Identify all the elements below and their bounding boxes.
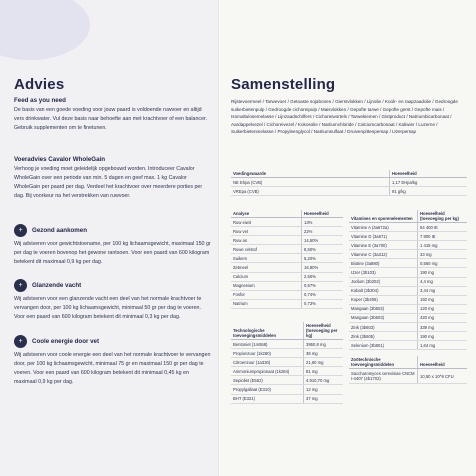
table-row <box>231 218 343 227</box>
table-cell: Propionzuur (1k280) <box>231 349 304 358</box>
left-panel-background <box>0 0 218 476</box>
table-row <box>231 254 343 263</box>
table-cell: 16,80% <box>302 263 344 272</box>
table-cell: 13% <box>302 218 344 227</box>
table-cell: Biotine (3a880) <box>349 259 418 268</box>
table-cell: 192 mg <box>418 295 468 304</box>
table-row <box>231 394 343 403</box>
table-row <box>231 349 343 358</box>
col-header: Technologische toevoegingsmiddelen <box>231 322 304 340</box>
table-row <box>349 323 467 332</box>
wholegain-text: Verhoog je voeding moet geleidelijk opgebouwd worden. Introduceer Cavalor WholeGain over een periode van min. 5 dagen en geef max. 1 kg Cavalor WholeGain per paard per dag. Verdeel het krachtvoer over meerdere porties per dag. Bij voorkeur na het verstrekken van ruwvoer. <box>14 166 203 199</box>
zootech-additives-table <box>349 356 467 384</box>
col-header: Hoeveelheid <box>390 170 468 178</box>
table-cell: 4.910,70 mg <box>304 376 344 385</box>
table-cell: Mangaan (3b503) <box>349 313 418 322</box>
table-cell: NE Ehpa (CVB) <box>231 178 390 187</box>
table-row <box>231 340 343 349</box>
table-row <box>349 277 467 286</box>
table-cell: 12 mg <box>304 385 344 394</box>
table-cell: Ruw eiwit <box>231 218 302 227</box>
table-row <box>231 263 343 272</box>
table-cell: 33 mg <box>418 250 468 259</box>
table-cell: Selenium (3b801) <box>349 341 418 350</box>
table-cell: Vitamine A (3a672a) <box>349 223 418 232</box>
table-row <box>349 304 467 313</box>
table-cell: 1,17 EHpa/kg <box>390 178 468 187</box>
table-cell: Mangaan (3b502) <box>349 304 418 313</box>
table-cell: 420 mg <box>418 313 468 322</box>
table-cell: 36 mg <box>304 349 344 358</box>
col-header: Analyse <box>231 210 302 218</box>
col-header: Hoeveelheid <box>302 210 344 218</box>
col-header: Hoeveelheid <box>418 356 468 369</box>
table-row <box>231 227 343 236</box>
table-cell: IJzer (3b103) <box>349 268 418 277</box>
table-cell: 37 mg <box>304 394 344 403</box>
samenstelling-title: Samenstelling <box>231 76 336 93</box>
table-cell: Natrium <box>231 299 302 308</box>
table-row <box>349 341 467 350</box>
table-cell: Jodium (3b202) <box>349 277 418 286</box>
table-cell: 0,560 mg <box>418 259 468 268</box>
table-cell: 7 800 IE <box>418 232 468 241</box>
table-cell: 1,64 mg <box>418 341 468 350</box>
feed-text: De basis van een goede voeding voor jouw paard is voldoende ruwvoer en altijd vers drinkwater. Vul deze basis naar behoefte aan met krachtvoer of een balancer. Gebruik supplementen om te finetunen. <box>14 107 207 131</box>
table-row <box>349 332 467 341</box>
table-cell: 5,20% <box>302 254 344 263</box>
ingredients-text: Rijstevoermeel / Tarwevoer / Getoaste sojabonen / Gierstvlokken / Lijnolie / Koolr- en raapzaadolie / Gedroogde suikerbietenpulp / Gedroogde cichoreipulp / Maisvlokken / Gepofte tarwe / Gepofte gerst / Gepofte mais / Isomaltulosemelasse / Lijnzaadschilfers / Cichoreiwortels / Tarwekiemen / Gistproduct / Natriumbicarbonaat / Aardappelvezel / Cichoreivezel / Kokosolie / Natriumchloride / Calciumcarbonaat / Kaliwier / Luzerne / Suikerbietenmelasse / Propyleenglycol / Natriumsulfaat / Druivenpittenpersap / IJzerpersap <box>231 99 458 135</box>
table-row <box>231 367 343 376</box>
table-cell: Ammoniumpropionaat (1k284) <box>231 367 304 376</box>
table-cell: 0,73% <box>302 299 344 308</box>
table-cell: Zink (3b605) <box>349 332 418 341</box>
table-row <box>231 290 343 299</box>
section-text: Wij adviseren voor coole energie een deel van het normale krachtvoer te vervangen door, per 100 kg lichaamsgewicht, minimaal 75 gr en maximaal 150 gr per dag te voeren. Voor een paard van 600 kilogram betekent dit minimaal 0,45 kg en maximaal 0,9 kg per dag. <box>14 352 211 385</box>
table-row <box>231 385 343 394</box>
table-row <box>231 245 343 254</box>
table-row <box>231 358 343 367</box>
table-cell: Koper (3b405) <box>349 295 418 304</box>
table-cell: 1 415 mg <box>418 241 468 250</box>
table-cell: Saccharomyces cerevisiae CNCM I-4407 (4b1702) <box>349 369 418 384</box>
table-cell: Magnesium <box>231 281 302 290</box>
table-cell: 91 g/kg <box>390 187 468 196</box>
vitamins-table <box>349 210 467 350</box>
table-row <box>231 236 343 245</box>
table-cell: 2,50% <box>302 272 344 281</box>
table-row <box>349 250 467 259</box>
table-cell: Zink (3b603) <box>349 323 418 332</box>
table-cell: Fosfor <box>231 290 302 299</box>
table-row <box>231 299 343 308</box>
table-cell: Vitamine D (3a671) <box>349 232 418 241</box>
table-cell: Calcium <box>231 272 302 281</box>
table-cell: Bentoniet (1m558) <box>231 340 304 349</box>
sparkle-icon: + <box>14 279 27 292</box>
table-row <box>231 178 467 187</box>
table-cell: 0,74% <box>302 290 344 299</box>
energy-table <box>231 170 467 196</box>
table-cell: Vitamine E (3a700) <box>349 241 418 250</box>
table-row <box>349 369 467 384</box>
table-cell: Citroenzuur (1a330) <box>231 358 304 367</box>
table-cell: 21,60 mg <box>304 358 344 367</box>
table-row <box>349 295 467 304</box>
table-cell: 0,67% <box>302 281 344 290</box>
table-cell: 120 mg <box>418 304 468 313</box>
table-cell: 8,50% <box>302 245 344 254</box>
table-row <box>349 259 467 268</box>
feed-heading: Feed as you need <box>14 97 66 104</box>
table-cell: Vitamine C (3a312) <box>349 250 418 259</box>
col-header: Hoeveelheid (toevoeging per kg) <box>418 210 468 223</box>
table-cell: Suikers <box>231 254 302 263</box>
col-header: Vitamines en sporenelementen <box>349 210 418 223</box>
analyse-table <box>231 210 343 309</box>
table-cell: Propylgallaat (E310) <box>231 385 304 394</box>
table-cell: VREpa (CVB) <box>231 187 390 196</box>
table-cell: Sepioliet (E562) <box>231 376 304 385</box>
section-title: Coole energie door vet <box>32 338 100 345</box>
table-cell: 22% <box>302 227 344 236</box>
table-cell: 4,4 mg <box>418 277 468 286</box>
col-header: Voedingswaarde <box>231 170 390 178</box>
table-row <box>231 376 343 385</box>
table-cell: 3,44 mg <box>418 286 468 295</box>
table-row <box>349 232 467 241</box>
section-title: Gezond aankomen <box>32 227 88 234</box>
table-cell: 190 mg <box>418 268 468 277</box>
table-row <box>231 272 343 281</box>
section-text: Wij adviseren voor een glanzende vacht een deel van het normale krachtvoer te vervangen door, per 100 kg lichaamsgewicht, minimaal 50 gr per dag te voeren. Voor een paard van 600 kilogram betekent dit minimaal 0,3 kg per dag. <box>14 296 202 320</box>
table-row <box>349 268 467 277</box>
col-header: Zoötechnische toevoegingsmiddelen <box>349 356 418 369</box>
table-cell: 10,50 x 10^9 CFU <box>418 369 468 384</box>
wholegain-heading: Voeradvies Cavalor WholeGain <box>14 156 106 163</box>
tech-additives-table <box>231 322 343 404</box>
advies-title: Advies <box>14 76 65 93</box>
lightning-icon: + <box>14 335 27 348</box>
heart-icon: + <box>14 224 27 237</box>
table-row <box>231 187 467 196</box>
table-cell: 54 400 IE <box>418 223 468 232</box>
section-text: Wij adviseren voor gewichtstoename, per 100 kg lichaamsgewicht, maximaal 150 gr per dag te voeren bovenop het gewone rantsoen. Voor een paard van 600 kilogram betekent dit maximaal 0,9 kg per dag. <box>14 241 211 265</box>
table-cell: Ruwe celstof <box>231 245 302 254</box>
table-row <box>349 241 467 250</box>
table-cell: BHT (E321) <box>231 394 304 403</box>
section-title: Glanzende vacht <box>32 282 82 289</box>
table-row <box>349 286 467 295</box>
table-cell: 339 mg <box>418 323 468 332</box>
table-cell: Zetmeel <box>231 263 302 272</box>
col-header: Hoeveelheid (toevoeging per kg) <box>304 322 344 340</box>
table-row <box>349 313 467 322</box>
table-row <box>349 223 467 232</box>
panel-divider <box>218 0 219 476</box>
table-row <box>231 281 343 290</box>
table-cell: 190 mg <box>418 332 468 341</box>
table-cell: 3950,8 mg <box>304 340 344 349</box>
table-cell: Ruw as <box>231 236 302 245</box>
table-cell: 14,50% <box>302 236 344 245</box>
table-cell: Kobalt (3b304) <box>349 286 418 295</box>
table-cell: 81 mg <box>304 367 344 376</box>
table-cell: Ruw vet <box>231 227 302 236</box>
